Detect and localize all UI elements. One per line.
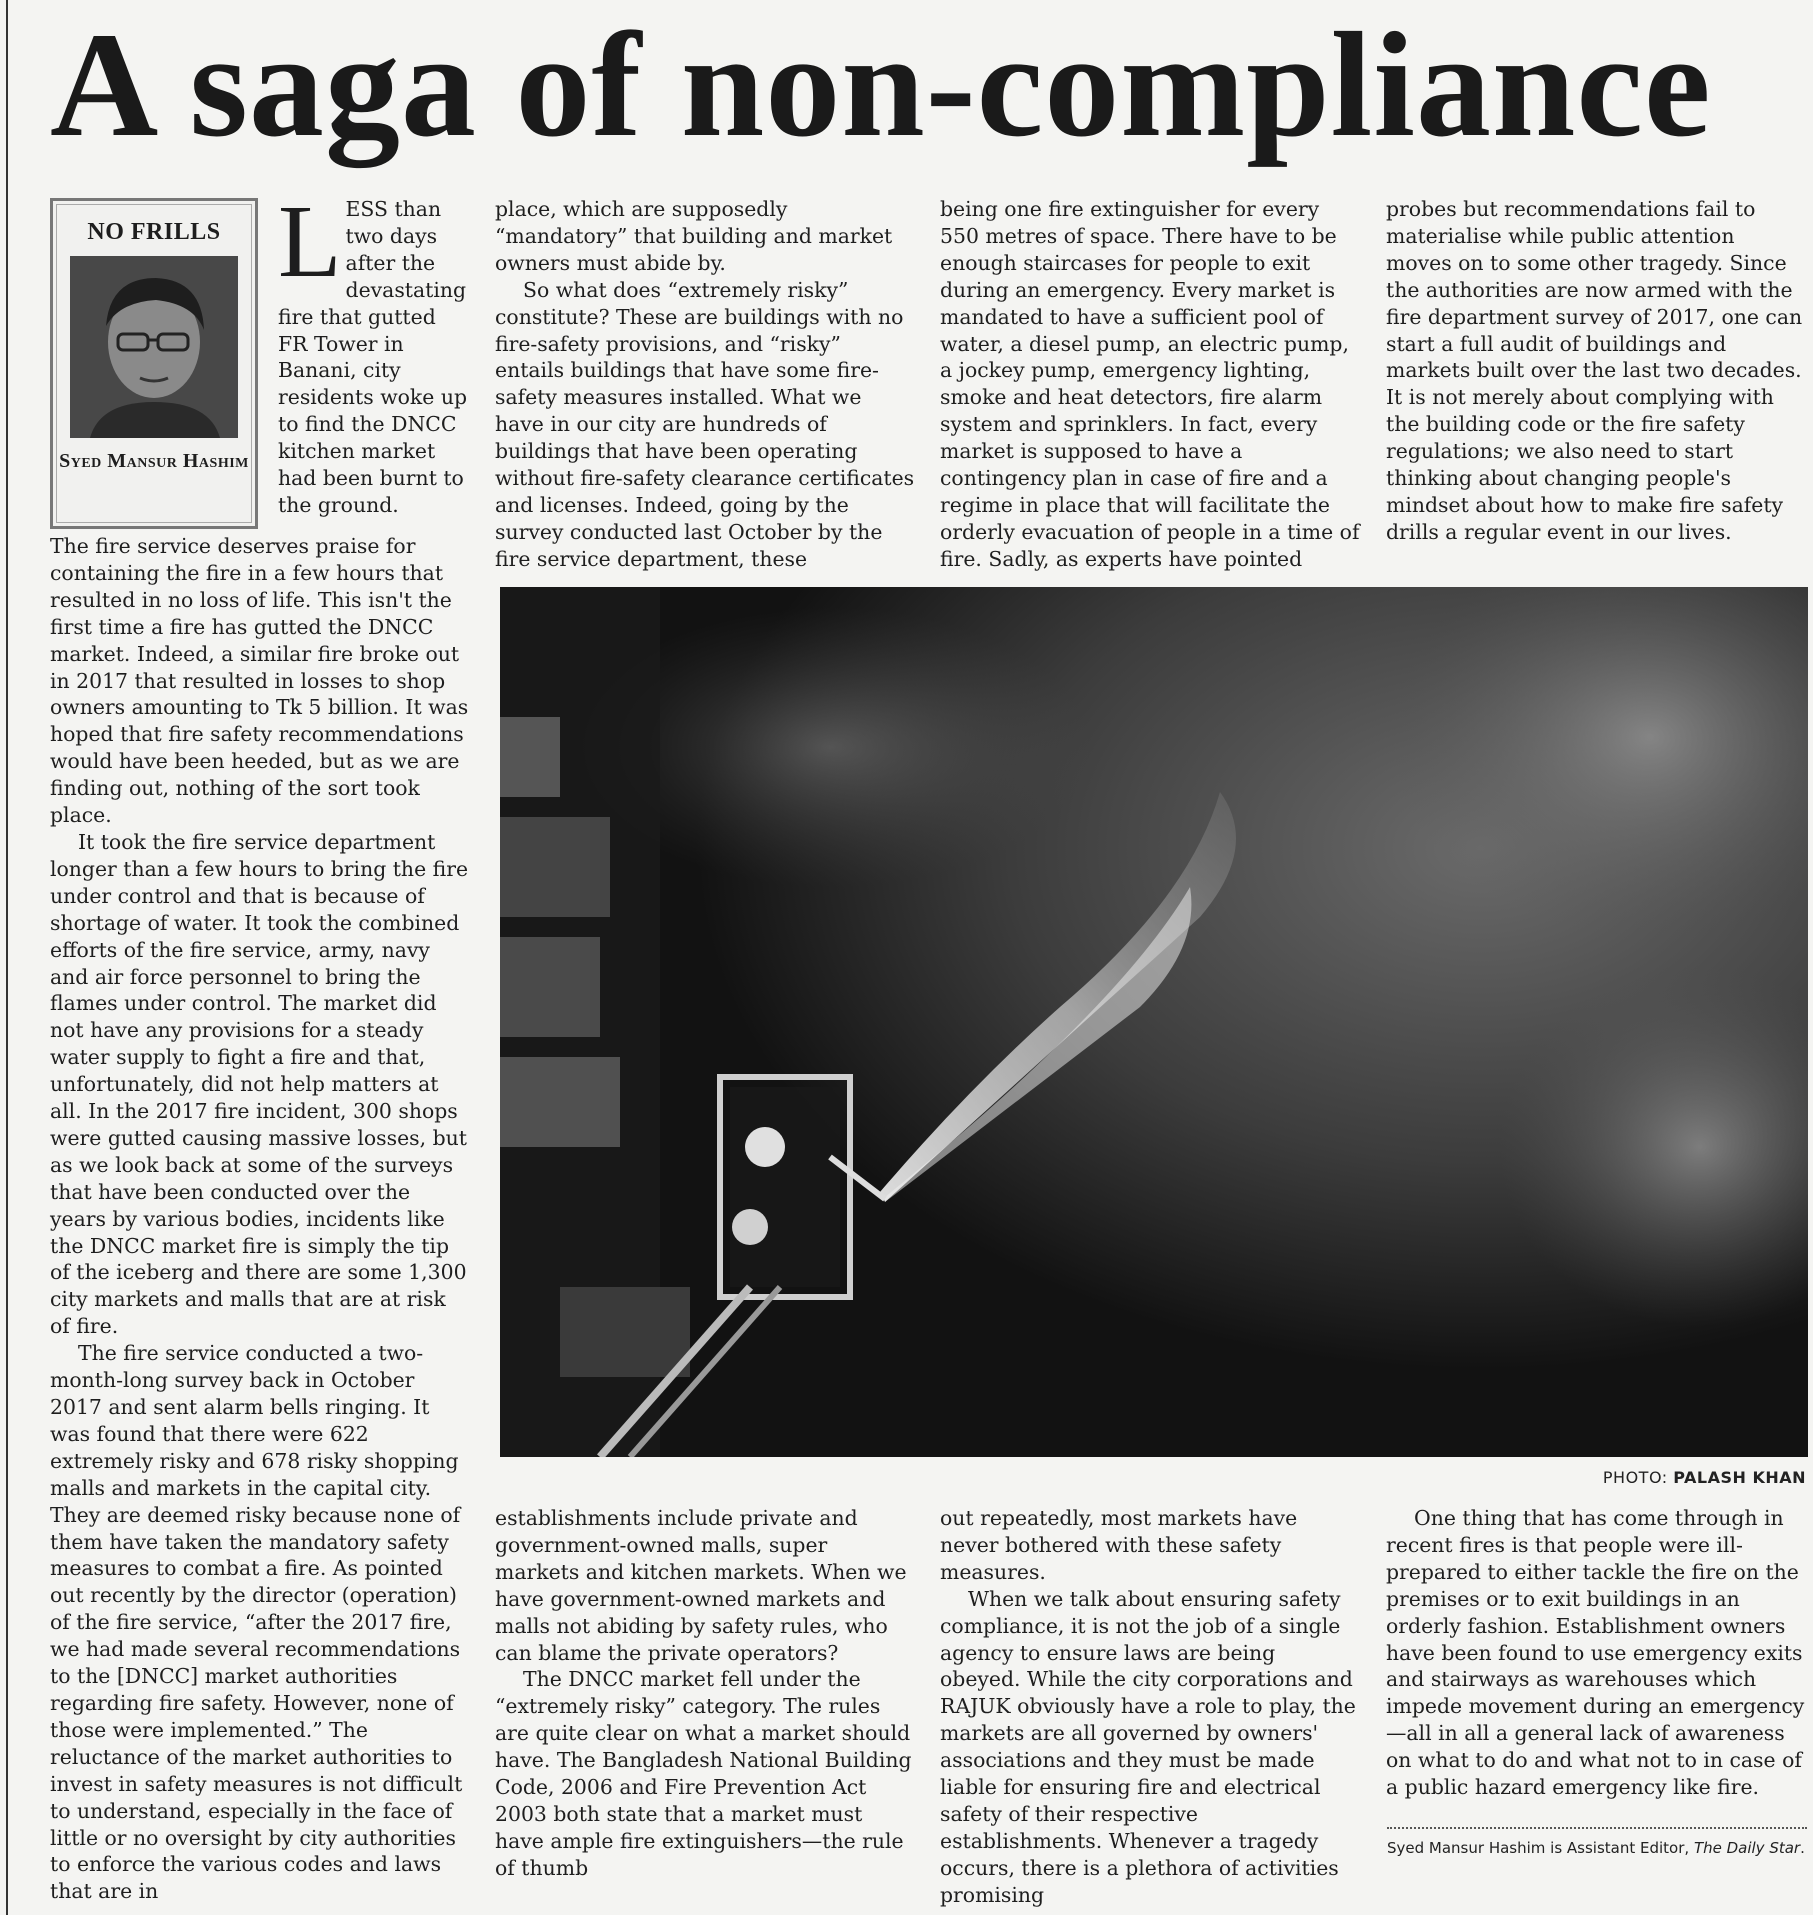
drop-cap: L (278, 184, 342, 299)
column-kicker: NO FRILLS (87, 219, 221, 245)
paragraph: establishments include private and government-owned malls, super markets and kitchen markets. When we have government-owned markets and malls not abiding by safety rules, who can blame the private operators? (495, 1506, 907, 1665)
paragraph: The fire service conducted a two-month-long survey back in October 2017 and sent alarm bells ringing. It was found that there were 622 extremely risky and 678 risky shopping malls and markets in the capital city. They are deemed risky because none of them have taken the mandatory safety measures to combat a fire. As pointed out recently by the director (operation) of the fire service, “after the 2017 fire, we had made several recommendations to the [DNCC] market authorities regarding fire safety. However, none of those were implemented.” The reluctance of the market authorities to invest in safety measures is not difficult to understand, especially in the face of little or no oversight by city authorities to enforce the various codes and laws that are in (50, 1341, 463, 1904)
paragraph: When we talk about ensuring safety compliance, it is not the job of a single agency to ensure laws are being obeyed. While the city corporations and RAJUK obviously have a role to play, the markets are all governed by owners' associations and they must be made liable for ensuring fire and electrical safety of their respective establishments. Whenever a tragedy occurs, there is a plethora of activities promising (940, 1586, 1356, 1907)
headline: A saga of non-compliance (50, 2, 1712, 168)
paragraph: probes but recommendations fail to materialise while public attention moves on to some other tragedy. Since the authorities are now armed with the fire department survey of 2017, one can start a full audit of buildings and markets built over the last two decades. It is not merely about complying with the building code or the fire safety regulations; we also need to start thinking about changing people's mindset about how to make fire safety drills a regular event in our lives. (1386, 197, 1803, 544)
paragraph: It took the fire service department longer than a few hours to bring the fire under control and that is because of shortage of water. It took the combined efforts of the fire service, army, navy and air force personnel to bring the flames under control. The market did not have any provisions for a steady water supply to fight a fire and that, unfortunately, did not help matters at all. In the 2017 fire incident, 300 shops were gutted causing massive losses, but as we look back at some of the surveys that have been conducted over the years by various bodies, incidents like the DNCC market fire is simply the tip of the iceberg and there are some 1,300 city markets and malls that are at risk of fire. (50, 829, 469, 1339)
photographer-name: PALASH KHAN (1673, 1468, 1806, 1487)
article-column-2-top (495, 196, 915, 573)
publication-name: The Daily Star (1693, 1839, 1801, 1857)
paragraph: being one fire extinguisher for every 550 metres of space. There have to be enough staircases for people to exit during an emergency. Every market is mandated to have a sufficient pool of water, a diesel pump, an electric pump, a jockey pump, emergency lighting, smoke and heat detectors, fire alarm system and sprinklers. In fact, every market is supposed to have a contingency plan in case of fire and a regime in place that will facilitate the orderly evacuation of people in a time of fire. Sadly, as experts have pointed (940, 197, 1360, 571)
firefighters-hose-photo-icon (500, 587, 1808, 1457)
paragraph: place, which are supposedly “mandatory” that building and market owners must abide by. (495, 197, 893, 275)
article-column-2-bottom (495, 1505, 915, 1882)
article-column-1 (50, 184, 470, 1905)
photo-credit: PHOTO: PALASH KHAN (1602, 1468, 1806, 1487)
byline-box (50, 198, 258, 529)
paragraph: The DNCC market fell under the “extremely risky” category. The rules are quite clear on what a market should have. The Bangladesh National Building Code, 2006 and Fire Prevention Act 2003 both state that a market must have ample fire extinguishers—the rule of thumb (495, 1667, 912, 1880)
page-edge-rule (6, 0, 8, 1915)
article-column-3-bottom (940, 1505, 1360, 1909)
paragraph: out repeatedly, most markets have never bothered with these safety measures. (940, 1506, 1298, 1584)
paragraph: The fire service deserves praise for containing the fire in a few hours that resulted in no loss of life. This isn't the first time a fire has gutted the DNCC market. Indeed, a similar fire broke out in 2017 that resulted in losses to shop owners amounting to Tk 5 billion. It was hoped that fire safety recommendations would have been heeded, but as we are finding out, nothing of the sort took place. (50, 534, 469, 828)
author-portrait-icon (70, 256, 238, 438)
author-name: Syed Mansur Hashim (59, 449, 249, 472)
article-column-4-bottom (1386, 1505, 1806, 1801)
author-note: Syed Mansur Hashim is Assistant Editor, The Daily Star. (1387, 1827, 1807, 1858)
article-column-3-top (940, 196, 1360, 573)
paragraph: So what does “extremely risky” constitute? These are buildings with no fire-safety provisions, and “risky” entails buildings that have some fire-safety measures installed. What we have in our city are hundreds of buildings that have been operating without fire-safety clearance certificates and licenses. Indeed, going by the survey conducted last October by the fire service department, these (495, 277, 915, 571)
lead-paragraph: than two days after the devastating fire that gutted FR Tower in Banani, city residents woke up to find the DNCC kitchen market had been burnt to the ground. (278, 197, 468, 517)
lead-small-caps: ESS (345, 197, 388, 221)
article-column-4-top (1386, 196, 1806, 546)
paragraph: One thing that has come through in recent fires is that people were ill-prepared to either tackle the fire on the premises or to exit buildings in an orderly fashion. Establishment owners have been found to use emergency exits and stairways as warehouses which impede movement during an emergency—all in all a general lack of awareness on what to do and what not to in case of a public hazard emergency like fire. (1386, 1506, 1805, 1800)
